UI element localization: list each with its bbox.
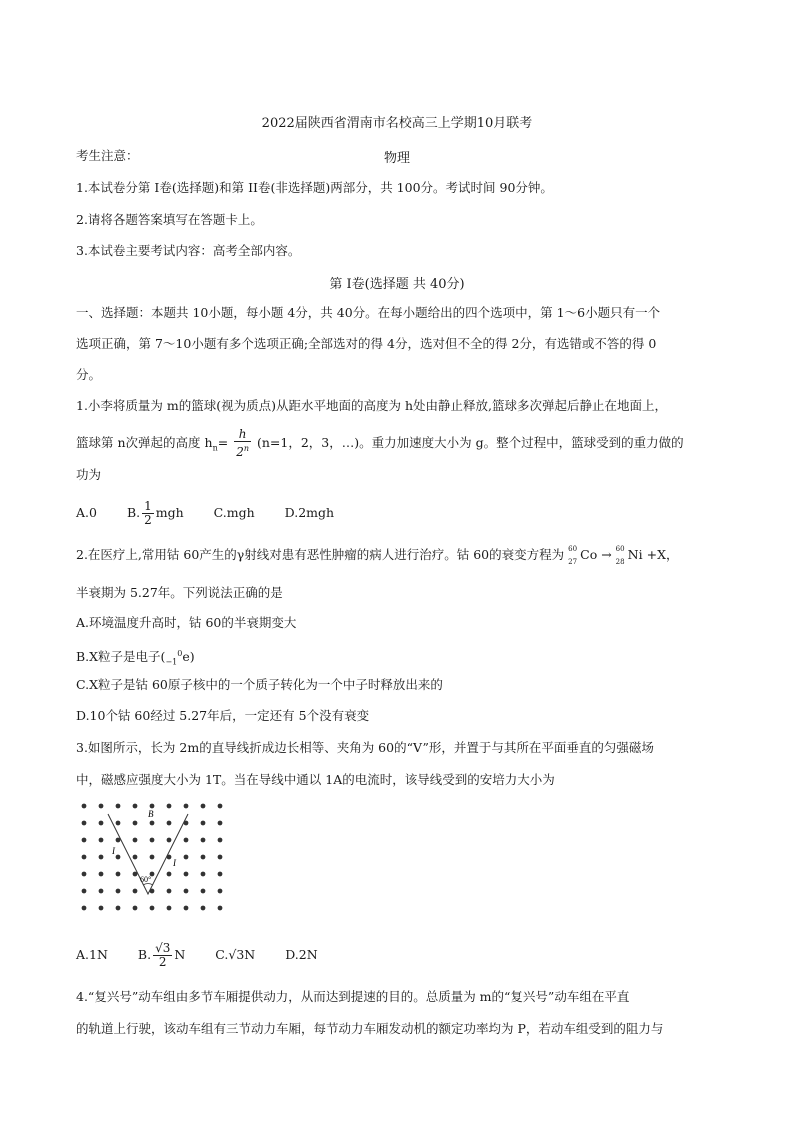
field-dot — [99, 872, 104, 877]
field-dot — [99, 906, 104, 911]
field-dot — [99, 804, 104, 809]
q1-option-a: A.0 — [76, 505, 97, 520]
field-dot — [167, 889, 172, 894]
magnetic-field-figure — [72, 798, 232, 918]
field-dot — [150, 855, 155, 860]
field-dot — [82, 872, 87, 877]
q3-line-1: 3.如图所示，长为 2m的直导线折成边长相等、夹角为 60的“V”形，并置于与其所在平面垂直的匀强磁场 — [76, 740, 654, 755]
q1-options — [76, 500, 734, 527]
field-dot — [184, 906, 189, 911]
q2-option-a: A.环境温度升高时，钴 60的半衰期变大 — [76, 615, 297, 630]
field-dot — [116, 855, 121, 860]
field-dot — [82, 821, 87, 826]
q1-option-b: B. $\frac{1}{2}$ mgh — [126, 499, 184, 527]
field-dot — [201, 838, 206, 843]
current-label-left: I — [112, 846, 115, 856]
field-dot — [82, 855, 87, 860]
field-dot — [201, 906, 206, 911]
q2-line-2: 半衰期为 5.27年。下列说法正确的是 — [76, 585, 283, 600]
field-label-b: B — [148, 809, 154, 819]
q3-option-c: C.√3N — [215, 947, 256, 962]
q3-line-2: 中，磁感应强度大小为 1T。当在导线中通以 1A的电流时，该导线受到的安培力大小为 — [76, 772, 555, 787]
field-dot — [82, 889, 87, 894]
field-dot — [99, 855, 104, 860]
notice-heading: 考生注意： — [76, 148, 139, 163]
notice-item-2: 2.请将各题答案填写在答题卡上。 — [76, 212, 263, 227]
section1-title: 第 I卷(选择题 共 40分) — [329, 277, 465, 292]
field-dot — [184, 872, 189, 877]
field-dot — [150, 821, 155, 826]
field-dot — [116, 889, 121, 894]
field-dot — [218, 804, 223, 809]
field-dot — [201, 804, 206, 809]
field-dot — [150, 838, 155, 843]
field-dot — [184, 838, 189, 843]
field-dot — [167, 804, 172, 809]
field-dot — [184, 804, 189, 809]
nickel-nuclide: 60 28 Ni — [615, 545, 643, 566]
q3-option-d: D.2N — [285, 947, 318, 962]
field-dot — [167, 906, 172, 911]
field-dot — [133, 821, 138, 826]
field-dot — [99, 821, 104, 826]
field-dot — [201, 889, 206, 894]
q1-line-3: 功为 — [76, 467, 102, 482]
q4-line-1: 4.“复兴号”动车组由多节车厢提供动力，从而达到提速的目的。总质量为 m的“复兴号”动车组在平直 — [76, 989, 630, 1004]
q2-line-1: 2.在医疗上,常用钴 60产生的γ射线对患有恶性肿瘤的病人进行治疗。钴 60的衰变方程为 60 27 Co → 60 28 Ni +X， — [76, 545, 679, 566]
section1-intro-3: 分。 — [76, 367, 102, 382]
field-dot — [184, 889, 189, 894]
q3-option-a: A.1N — [76, 947, 108, 962]
current-label-right: I — [173, 858, 176, 868]
q1-option-c: C.mgh — [213, 505, 255, 520]
field-dot — [167, 821, 172, 826]
field-dot — [99, 889, 104, 894]
notice-item-3: 3.本试卷主要考试内容：高考全部内容。 — [76, 243, 301, 258]
reaction-arrow: → — [601, 547, 612, 562]
field-dot — [167, 872, 172, 877]
field-dot — [201, 855, 206, 860]
q3-option-b: B. $\frac{√3}{2}$ N — [137, 941, 186, 969]
cobalt-nuclide: 60 27 Co — [568, 545, 598, 566]
q2-option-d: D.10个钴 60经过 5.27年后，一定还有 5个没有衰变 — [76, 708, 370, 723]
field-dot — [218, 855, 223, 860]
exam-title: 2022届陕西省渭南市名校高三上学期10月联考 — [261, 116, 533, 131]
q4-line-2: 的轨道上行驶，该动车组有三节动力车厢，每节动力车厢发动机的额定功率均为 P，若动车组受到的阻力与 — [76, 1021, 664, 1036]
q2-option-c: C.X粒子是钴 60原子核中的一个质子转化为一个中子时释放出来的 — [76, 677, 443, 692]
section1-intro-2: 选项正确，第 7～10小题有多个选项正确;全部选对的得 4分，选对但不全的得 2分，有选错或不答的得 0 — [76, 336, 657, 351]
q1-line-2: 篮球第 n次弹起的高度 $h_n=$ $\frac{h}{2^n}$ (n=1，2，3，…)。重力加速度大小为 g。整个过程中，篮球受到的重力做的 — [76, 427, 684, 459]
field-dot — [82, 906, 87, 911]
field-dot — [150, 906, 155, 911]
field-dot — [116, 804, 121, 809]
field-dot — [133, 804, 138, 809]
q2-option-b: B.X粒子是电子$(_{-1}^0e)$ — [76, 649, 195, 667]
field-dot — [218, 906, 223, 911]
field-dot — [167, 838, 172, 843]
field-dot — [218, 838, 223, 843]
angle-label: 60° — [140, 875, 152, 884]
q1-option-d: D.2mgh — [284, 505, 335, 520]
field-dot — [116, 821, 121, 826]
field-dot — [201, 821, 206, 826]
height-fraction: $\frac{h}{2^n}$ — [236, 427, 249, 459]
q1-line-1: 1.小李将质量为 m的篮球(视为质点)从距水平地面的高度为 h处由静止释放,篮球多次弹起后静止在地面上， — [76, 398, 668, 413]
field-dot — [133, 855, 138, 860]
field-dot — [150, 804, 155, 809]
field-dot — [133, 889, 138, 894]
field-dot — [116, 906, 121, 911]
field-dot — [184, 855, 189, 860]
q3-options — [76, 942, 734, 969]
field-dot — [82, 838, 87, 843]
field-dot — [201, 872, 206, 877]
field-dot — [218, 821, 223, 826]
field-dot — [218, 889, 223, 894]
notice-item-1: 1.本试卷分第 I卷(选择题)和第 II卷(非选择题)两部分，共 100分。考试时间 90分钟。 — [76, 180, 553, 195]
field-dot — [116, 872, 121, 877]
field-dot — [99, 838, 104, 843]
field-dot — [218, 872, 223, 877]
subject-title: 物理 — [383, 151, 410, 166]
section1-intro-1: 一、选择题：本题共 10小题，每小题 4分，共 40分。在每小题给出的四个选项中，第 1～6小题只有一个 — [76, 305, 661, 320]
field-dot — [133, 906, 138, 911]
field-dot — [82, 804, 87, 809]
field-dot — [133, 838, 138, 843]
